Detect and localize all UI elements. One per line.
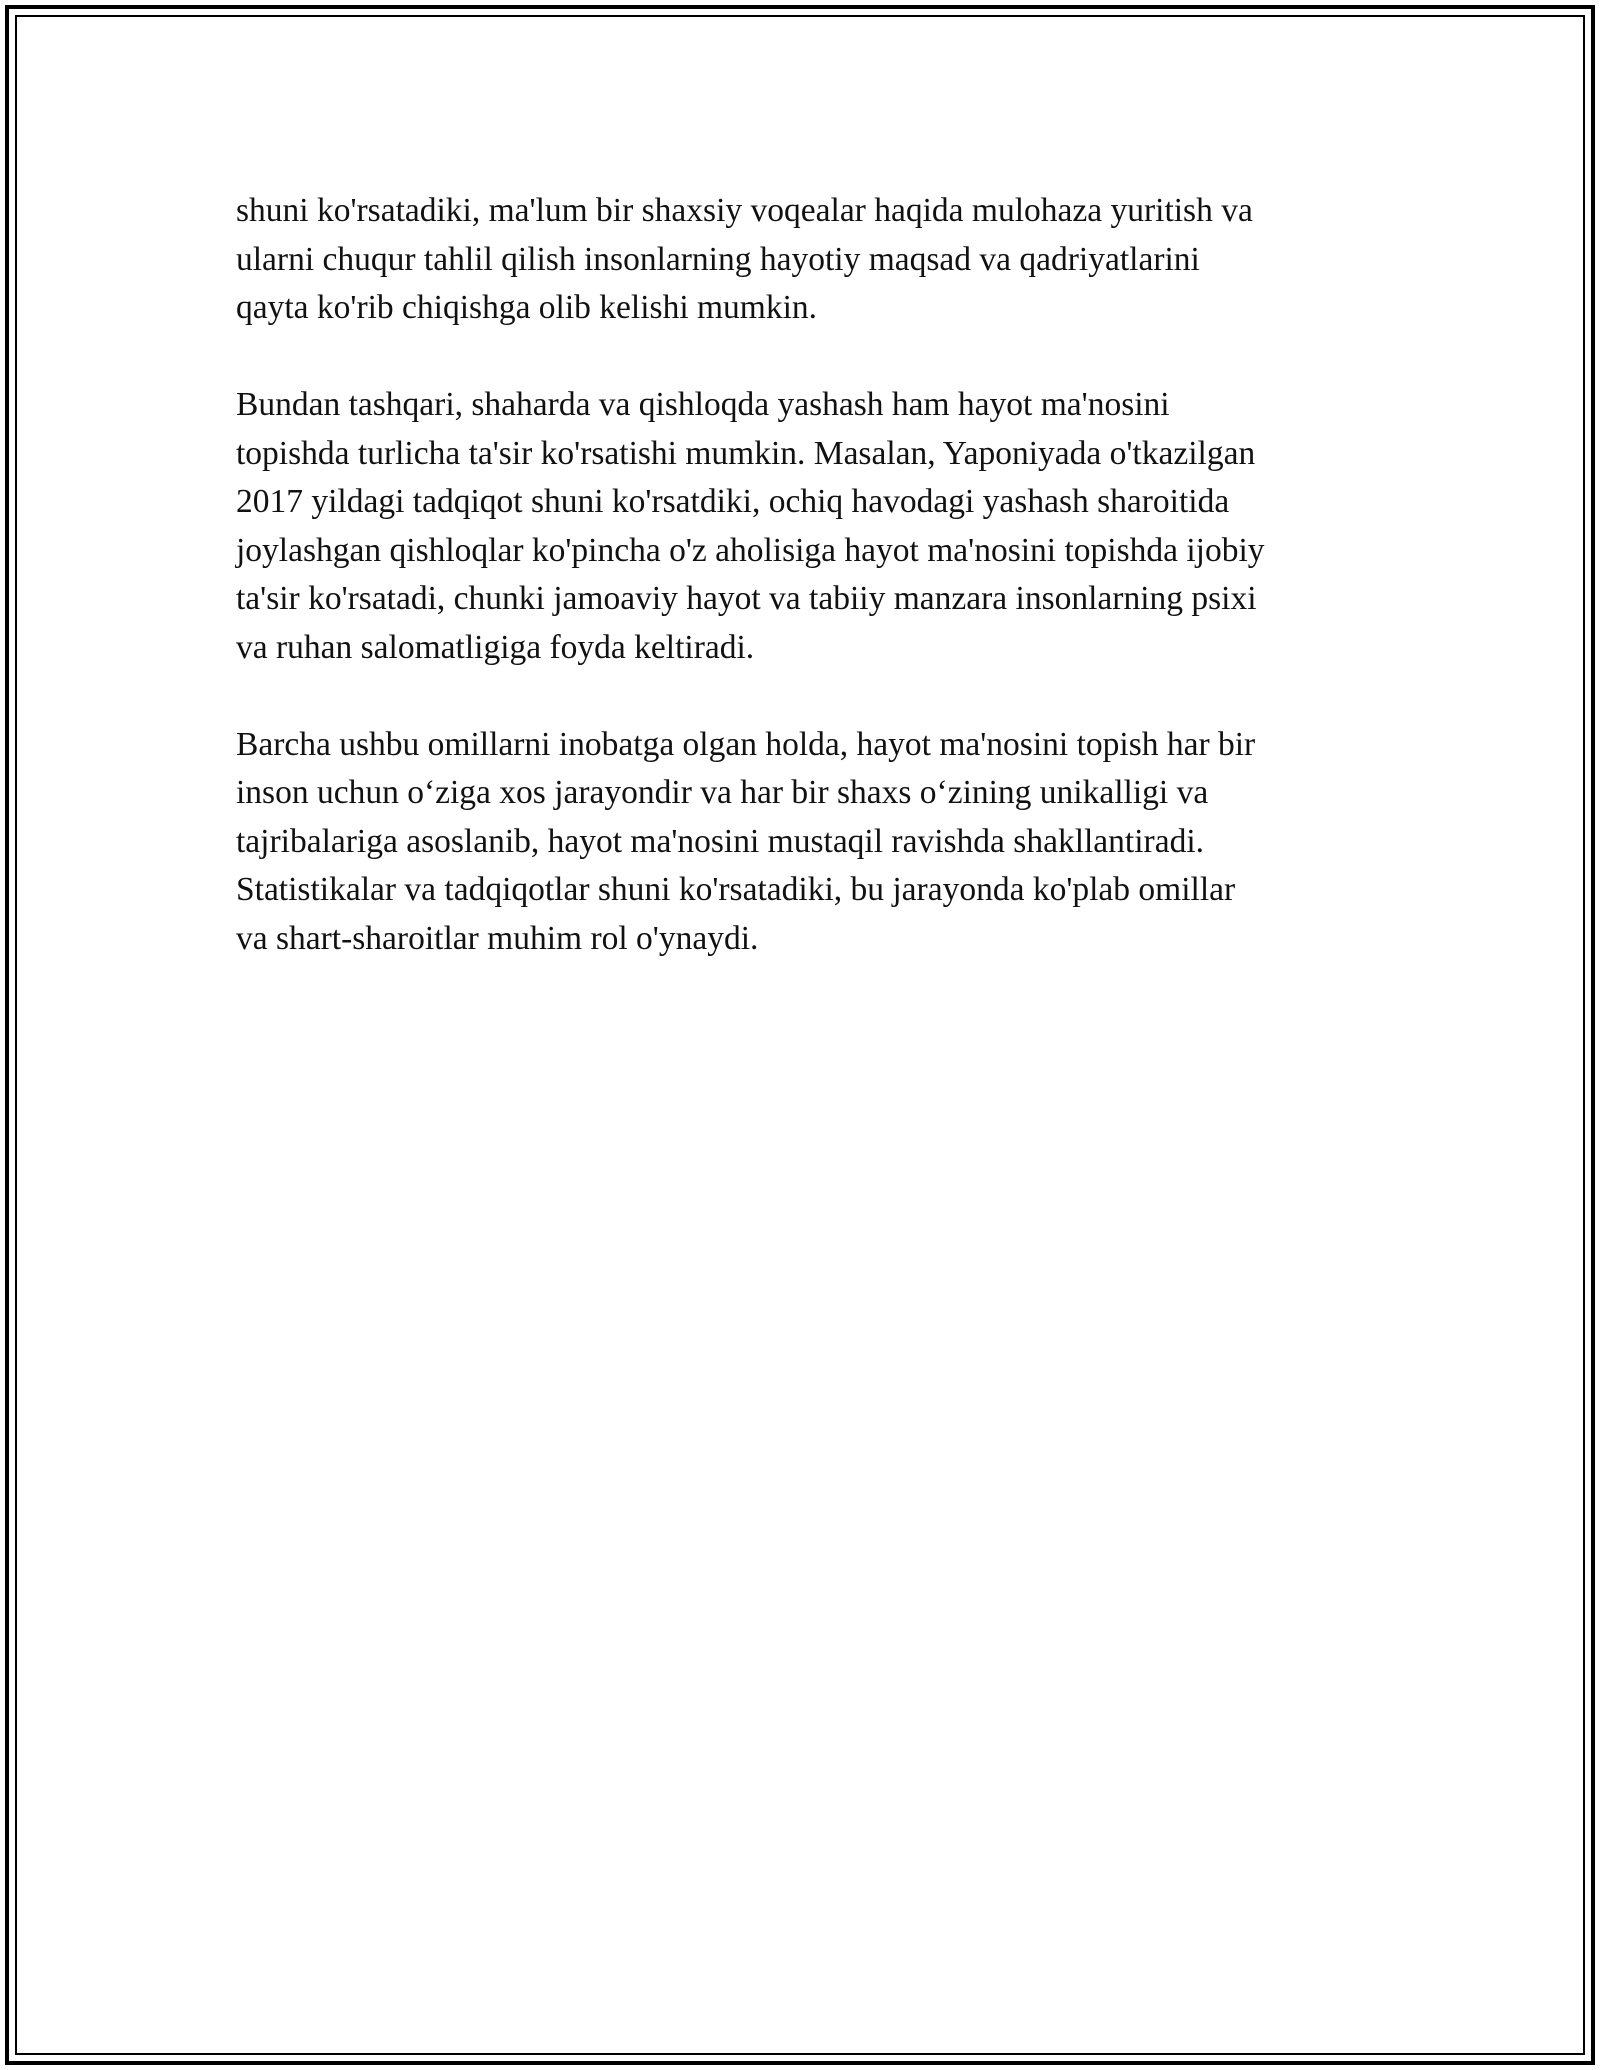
text-line: Barcha ushbu omillarni inobatga olgan holda, hayot ma'nosini topish har bir bbox=[236, 725, 1256, 763]
text-line: ta'sir ko'rsatadi, chunki jamoaviy hayot va tabiiy manzara insonlarning psixi bbox=[236, 580, 1257, 617]
text-line: topishda turlicha ta'sir ko'rsatishi mumkin. Masalan, Yaponiyada o'tkazilgan bbox=[236, 434, 1256, 472]
paragraph bbox=[236, 381, 1376, 672]
text-line: Bundan tashqari, shaharda va qishloqda yashash ham hayot ma'nosini bbox=[236, 386, 1170, 423]
text-line: 2017 yildagi tadqiqot shuni ko'rsatdiki, ochiq havodagi yashash sharoitida bbox=[236, 483, 1230, 520]
text-line: Statistikalar va tadqiqotlar shuni ko'rsatadiki, bu jarayonda ko'plab omillar bbox=[236, 871, 1236, 908]
text-line: inson uchun o‘ziga xos jarayondir va har bir shaxs o‘zining unikalligi va bbox=[236, 774, 1209, 811]
paragraph bbox=[236, 721, 1376, 964]
text-line: va ruhan salomatligiga foyda keltiradi. bbox=[236, 628, 755, 666]
paragraph bbox=[236, 187, 1376, 333]
text-line: shuni ko'rsatadiki, ma'lum bir shaxsiy voqealar haqida mulohaza yuritish va bbox=[236, 192, 1253, 229]
text-line: ularni chuqur tahlil qilish insonlarning hayotiy maqsad va qadriyatlarini bbox=[236, 240, 1200, 278]
text-line: joylashgan qishloqlar ko'pincha o'z aholisiga hayot ma'nosini topishda ijobiy bbox=[236, 531, 1265, 569]
text-line: tajribalariga asoslanib, hayot ma'nosini mustaqil ravishda shakllantiradi. bbox=[236, 822, 1204, 860]
text-line: qayta ko'rib chiqishga olib kelishi mumkin. bbox=[236, 289, 818, 326]
document-body bbox=[236, 187, 1376, 1012]
text-line: va shart-sharoitlar muhim rol o'ynaydi. bbox=[236, 919, 759, 957]
